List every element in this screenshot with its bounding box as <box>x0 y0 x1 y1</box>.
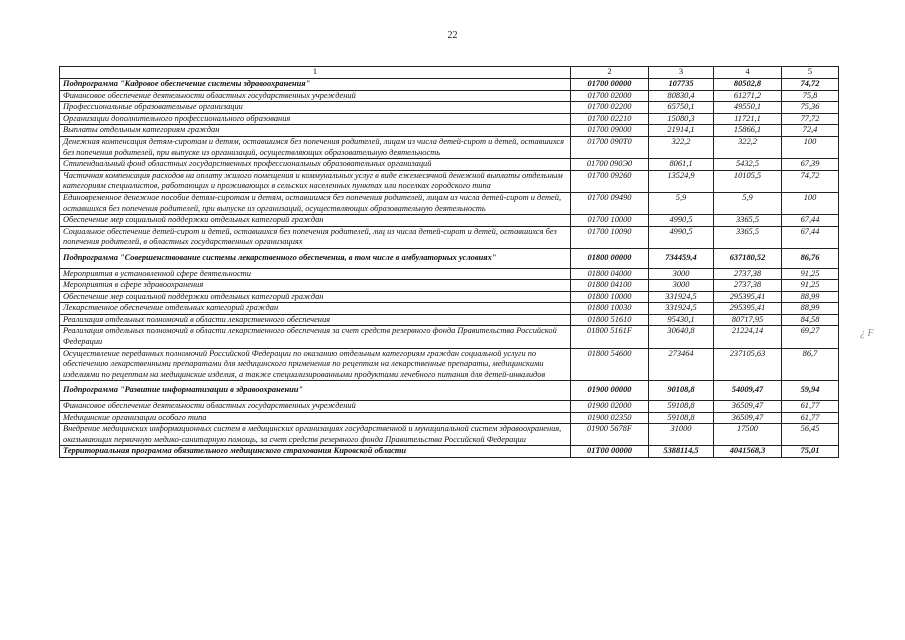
table-row <box>60 424 839 446</box>
row-code-cell: 01900 02350 <box>571 412 649 424</box>
row-code-cell: 01900 00000 <box>571 381 649 401</box>
table-row <box>60 125 839 137</box>
row-actual-cell: 15866,1 <box>714 125 782 137</box>
table-row <box>60 136 839 158</box>
table-row <box>60 401 839 413</box>
row-actual-cell: 5,9 <box>714 192 782 214</box>
row-code-cell: 01800 04100 <box>571 280 649 292</box>
row-planned-cell: 3000 <box>649 268 714 280</box>
row-code-cell: 01800 10030 <box>571 303 649 315</box>
table-row <box>60 170 839 192</box>
row-actual-cell: 61271,2 <box>714 90 782 102</box>
table-row <box>60 90 839 102</box>
row-planned-cell: 65750,1 <box>649 102 714 114</box>
row-percent-cell: 84,58 <box>782 314 839 326</box>
table-header-row <box>60 67 839 79</box>
row-code-cell: 01700 090Т0 <box>571 136 649 158</box>
row-actual-cell: 11721,1 <box>714 113 782 125</box>
header-cell-4: 4 <box>714 67 782 79</box>
row-name-cell: Частичная компенсация расходов на оплату жилого помещения и коммунальных услуг в виде ежемесячной денежной выплаты отдельным категориям специалистов, работающих и проживающих в сельских населенных пунктах или поселках городского типа <box>60 170 571 192</box>
row-name-cell: Единовременное денежное пособие детям-сиротам и детям, оставшимся без попечения родителей, лицам из числа детей-сирот и детей, оставшихся без попечения родителей, при выпуске из организаций, осуществляющих образовательную деятельность <box>60 192 571 214</box>
row-actual-cell: 80717,95 <box>714 314 782 326</box>
row-name-cell: Внедрение медицинских информационных систем в медицинских организациях государственной и муниципальной систем здравоохранения, оказывающих первичную медико-санитарную помощь, за счет средств резервного фонда Правительства Российской Федерации <box>60 424 571 446</box>
row-planned-cell: 734459,4 <box>649 248 714 268</box>
row-name-cell: Организации дополнительного профессионального образования <box>60 113 571 125</box>
table-row <box>60 226 839 248</box>
row-planned-cell: 4990,5 <box>649 226 714 248</box>
table-row <box>60 102 839 114</box>
row-percent-cell: 67,39 <box>782 159 839 171</box>
row-code-cell: 01700 09000 <box>571 125 649 137</box>
row-actual-cell: 2737,38 <box>714 268 782 280</box>
row-name-cell: Осуществление переданных полномочий Российской Федерации по оказанию отдельным категориям граждан социальной услуги по обеспечению лекарственными препаратами для медицинского применения по рецептам на лекарственные препараты, медицинскими изделиями по рецептам на медицинские изделия, а также специализированными продуктами лечебного питания для детей-инвалидов <box>60 348 571 381</box>
row-planned-cell: 3000 <box>649 280 714 292</box>
row-name-cell: Подпрограмма "Развитие информатизации в здравоохранении" <box>60 381 571 401</box>
row-percent-cell: 100 <box>782 136 839 158</box>
row-planned-cell: 31000 <box>649 424 714 446</box>
table-row <box>60 326 839 348</box>
row-actual-cell: 637180,52 <box>714 248 782 268</box>
row-code-cell: 01700 09260 <box>571 170 649 192</box>
row-code-cell: 01700 00000 <box>571 79 649 91</box>
row-percent-cell: 74,72 <box>782 79 839 91</box>
row-planned-cell: 5,9 <box>649 192 714 214</box>
row-name-cell: Подпрограмма "Кадровое обеспечение системы здравоохранения" <box>60 79 571 91</box>
row-name-cell: Мероприятия в сфере здравоохранения <box>60 280 571 292</box>
row-code-cell: 01800 04000 <box>571 268 649 280</box>
table-row <box>60 280 839 292</box>
row-name-cell: Мероприятия в установленной сфере деятельности <box>60 268 571 280</box>
row-code-cell: 01700 090Э0 <box>571 159 649 171</box>
page-number: 22 <box>447 30 458 41</box>
header-cell-1: 1 <box>60 67 571 79</box>
row-name-cell: Стипендиальный фонд областных государственных профессиональных образовательных организаций <box>60 159 571 171</box>
margin-handwritten-mark: ¿ F <box>860 328 874 339</box>
row-percent-cell: 75,8 <box>782 90 839 102</box>
row-percent-cell: 61,77 <box>782 401 839 413</box>
row-actual-cell: 21224,14 <box>714 326 782 348</box>
row-code-cell: 01800 10000 <box>571 291 649 303</box>
row-planned-cell: 5388114,5 <box>649 446 714 458</box>
row-percent-cell: 91,25 <box>782 268 839 280</box>
row-planned-cell: 30640,8 <box>649 326 714 348</box>
row-name-cell: Обеспечение мер социальной поддержки отдельных категорий граждан <box>60 291 571 303</box>
table-row <box>60 348 839 381</box>
row-percent-cell: 72,4 <box>782 125 839 137</box>
row-name-cell: Обеспечение мер социальной поддержки отдельных категорий граждан <box>60 215 571 227</box>
row-actual-cell: 5432,5 <box>714 159 782 171</box>
row-name-cell: Финансовое обеспечение деятельности областных государственных учреждений <box>60 401 571 413</box>
row-planned-cell: 80830,4 <box>649 90 714 102</box>
table-row <box>60 412 839 424</box>
budget-execution-table <box>59 66 839 458</box>
row-actual-cell: 322,2 <box>714 136 782 158</box>
row-actual-cell: 36509,47 <box>714 412 782 424</box>
row-name-cell: Профессиональные образовательные организации <box>60 102 571 114</box>
row-code-cell: 01900 02000 <box>571 401 649 413</box>
row-name-cell: Выплаты отдельным категориям граждан <box>60 125 571 137</box>
row-percent-cell: 74,72 <box>782 170 839 192</box>
table-row <box>60 446 839 458</box>
row-actual-cell: 54009,47 <box>714 381 782 401</box>
row-code-cell: 01800 54600 <box>571 348 649 381</box>
row-percent-cell: 75,01 <box>782 446 839 458</box>
row-actual-cell: 4041568,3 <box>714 446 782 458</box>
row-name-cell: Территориальная программа обязательного медицинского страхования Кировской области <box>60 446 571 458</box>
row-actual-cell: 10105,5 <box>714 170 782 192</box>
table-row <box>60 381 839 401</box>
row-actual-cell: 295395,41 <box>714 291 782 303</box>
row-percent-cell: 75,36 <box>782 102 839 114</box>
row-actual-cell: 49550,1 <box>714 102 782 114</box>
row-planned-cell: 15080,3 <box>649 113 714 125</box>
row-actual-cell: 36509,47 <box>714 401 782 413</box>
row-name-cell: Финансовое обеспечение деятельности областных государственных учреждений <box>60 90 571 102</box>
table-row <box>60 113 839 125</box>
row-name-cell: Подпрограмма "Совершенствование системы лекарственного обеспечения, в том числе в амбулаторных условиях" <box>60 248 571 268</box>
row-planned-cell: 13524,9 <box>649 170 714 192</box>
row-code-cell: 01Т00 00000 <box>571 446 649 458</box>
row-planned-cell: 59108,8 <box>649 412 714 424</box>
row-actual-cell: 237105,63 <box>714 348 782 381</box>
row-planned-cell: 107735 <box>649 79 714 91</box>
row-planned-cell: 90108,8 <box>649 381 714 401</box>
table-row <box>60 268 839 280</box>
row-planned-cell: 8061,1 <box>649 159 714 171</box>
row-actual-cell: 2737,38 <box>714 280 782 292</box>
row-percent-cell: 59,94 <box>782 381 839 401</box>
row-planned-cell: 273464 <box>649 348 714 381</box>
row-percent-cell: 86,76 <box>782 248 839 268</box>
row-planned-cell: 322,2 <box>649 136 714 158</box>
row-code-cell: 01800 5161F <box>571 326 649 348</box>
row-actual-cell: 295395,41 <box>714 303 782 315</box>
row-percent-cell: 91,25 <box>782 280 839 292</box>
row-percent-cell: 88,99 <box>782 291 839 303</box>
row-planned-cell: 21914,1 <box>649 125 714 137</box>
row-name-cell: Медицинские организации особого типа <box>60 412 571 424</box>
row-percent-cell: 88,99 <box>782 303 839 315</box>
row-code-cell: 01800 00000 <box>571 248 649 268</box>
table-row <box>60 79 839 91</box>
row-name-cell: Денежная компенсация детям-сиротам и детям, оставшимся без попечения родителей, лицам из числа детей-сирот и детей, оставшихся без попечения родителей, при выпуске из организаций, осуществляющих образовательную деятельность <box>60 136 571 158</box>
row-name-cell: Лекарственное обеспечение отдельных категорий граждан <box>60 303 571 315</box>
header-cell-5: 5 <box>782 67 839 79</box>
row-percent-cell: 61,77 <box>782 412 839 424</box>
row-code-cell: 01700 02200 <box>571 102 649 114</box>
table-row <box>60 215 839 227</box>
row-name-cell: Реализация отдельных полномочий в области лекарственного обеспечения <box>60 314 571 326</box>
row-code-cell: 01900 5678F <box>571 424 649 446</box>
row-name-cell: Реализация отдельных полномочий в области лекарственного обеспечения за счет средств резервного фонда Правительства Российской Федерации <box>60 326 571 348</box>
row-code-cell: 01800 51610 <box>571 314 649 326</box>
row-actual-cell: 3365,5 <box>714 215 782 227</box>
row-planned-cell: 95430,1 <box>649 314 714 326</box>
row-code-cell: 01700 10000 <box>571 215 649 227</box>
table-row <box>60 291 839 303</box>
row-percent-cell: 86,7 <box>782 348 839 381</box>
table-row <box>60 314 839 326</box>
row-planned-cell: 4990,5 <box>649 215 714 227</box>
row-code-cell: 01700 02000 <box>571 90 649 102</box>
row-percent-cell: 67,44 <box>782 226 839 248</box>
row-planned-cell: 59108,8 <box>649 401 714 413</box>
header-cell-3: 3 <box>649 67 714 79</box>
row-percent-cell: 69,27 <box>782 326 839 348</box>
header-cell-2: 2 <box>571 67 649 79</box>
table-row <box>60 159 839 171</box>
row-percent-cell: 77,72 <box>782 113 839 125</box>
row-code-cell: 01700 10090 <box>571 226 649 248</box>
row-percent-cell: 100 <box>782 192 839 214</box>
row-name-cell: Социальное обеспечение детей-сирот и детей, оставшихся без попечения родителей, лиц из числа детей-сирот и детей, оставшихся без попечения родителей, в областных государственных организациях <box>60 226 571 248</box>
row-code-cell: 01700 02210 <box>571 113 649 125</box>
row-actual-cell: 3365,5 <box>714 226 782 248</box>
table-row <box>60 303 839 315</box>
row-planned-cell: 331924,5 <box>649 291 714 303</box>
row-actual-cell: 80502,8 <box>714 79 782 91</box>
row-percent-cell: 67,44 <box>782 215 839 227</box>
row-planned-cell: 331924,5 <box>649 303 714 315</box>
row-percent-cell: 56,45 <box>782 424 839 446</box>
row-actual-cell: 17500 <box>714 424 782 446</box>
table-row <box>60 192 839 214</box>
row-code-cell: 01700 09490 <box>571 192 649 214</box>
table-row <box>60 248 839 268</box>
